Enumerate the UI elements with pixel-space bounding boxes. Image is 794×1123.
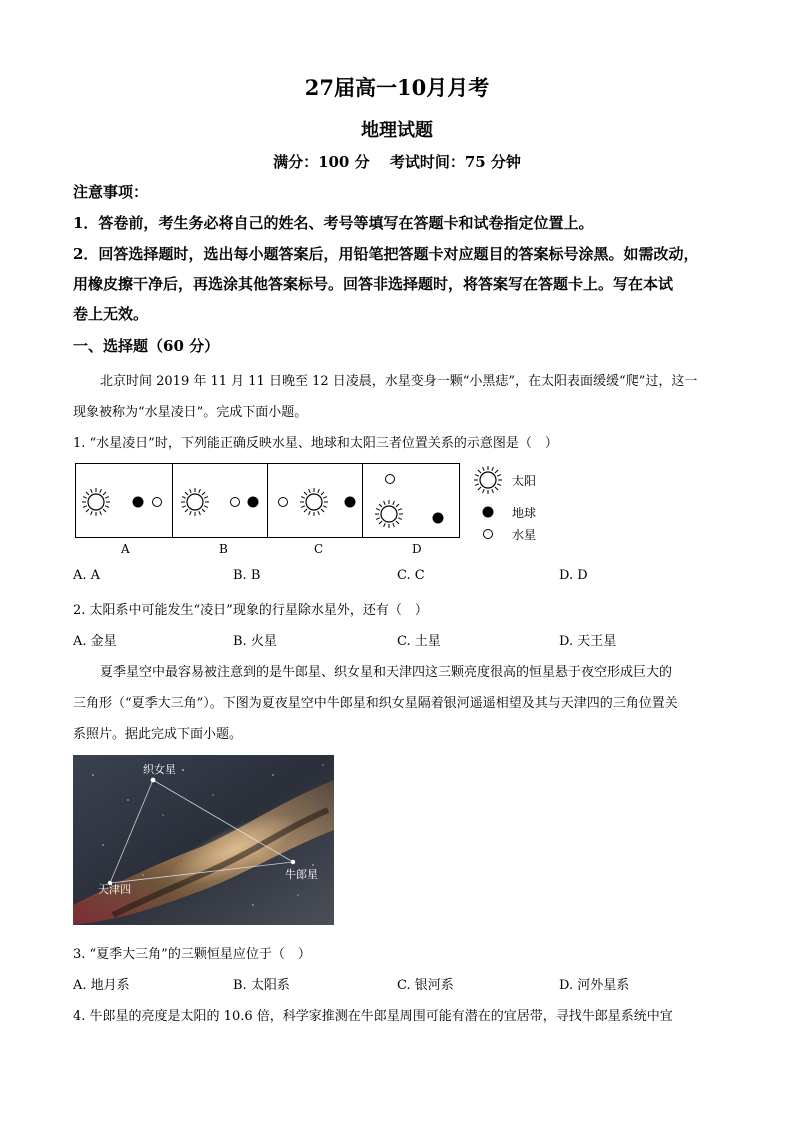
notes-heading: 注意事项： bbox=[73, 183, 149, 201]
passage-2-line-1: 夏季星空中最容易被注意到的是牛郎星、织女星和天津四这三颗亮度很高的恒星悬于夜空形成巨大的 bbox=[100, 665, 673, 680]
diagram-cell-a bbox=[76, 464, 173, 537]
q1-option-c: C. C bbox=[397, 568, 425, 583]
q1-option-b: B. B bbox=[233, 568, 261, 583]
vega-star-icon bbox=[151, 778, 156, 783]
diagram-label-b: B bbox=[219, 542, 228, 556]
earth-icon bbox=[345, 497, 356, 508]
legend-earth-label: 地球 bbox=[512, 506, 537, 520]
diagram-cell-d bbox=[363, 464, 459, 537]
deneb-label: 天津四 bbox=[98, 883, 131, 896]
question-2-stem: 2. 太阳系中可能发生“凌日”现象的行星除水星外，还有（ ） bbox=[73, 603, 428, 618]
section-heading: 一、选择题（60 分） bbox=[73, 337, 220, 355]
q3-option-a: A. 地月系 bbox=[73, 978, 130, 993]
exam-meta: 满分：100 分 考试时间：75 分钟 bbox=[273, 153, 521, 171]
legend-sun-label: 太阳 bbox=[512, 474, 537, 488]
diagram-legend bbox=[472, 463, 562, 548]
diagram-cell-b bbox=[173, 464, 268, 537]
earth-icon bbox=[248, 497, 259, 508]
altair-star-icon bbox=[291, 860, 295, 864]
mercury-icon bbox=[153, 498, 162, 507]
diagram-label-d: D bbox=[412, 542, 422, 556]
subject-title: 地理试题 bbox=[361, 120, 433, 141]
q3-option-c: C. 银河系 bbox=[397, 978, 454, 993]
earth-icon bbox=[433, 513, 444, 524]
mercury-icon bbox=[231, 498, 240, 507]
sun-icon bbox=[300, 488, 328, 516]
diagram-label-a: A bbox=[121, 542, 130, 556]
diagram-cell-c bbox=[268, 464, 363, 537]
q2-option-b: B. 火星 bbox=[233, 634, 277, 649]
mercury-icon bbox=[386, 475, 395, 484]
passage-2-line-3: 系照片。据此完成下面小题。 bbox=[73, 727, 243, 742]
summer-triangle-photo bbox=[73, 755, 334, 925]
passage-1-line-1: 北京时间 2019 年 11 月 11 日晚至 12 日凌晨，水星变身一颗“小黑痣”，在太阳表面缓缓“爬”过，这一 bbox=[100, 374, 698, 389]
sun-icon bbox=[82, 488, 110, 516]
q2-option-a: A. 金星 bbox=[73, 634, 117, 649]
earth-icon bbox=[483, 507, 494, 518]
question-1-stem: 1. “水星凌日”时，下列能正确反映水星、地球和太阳三者位置关系的示意图是（ ） bbox=[73, 436, 558, 451]
diagram-label-c: C bbox=[314, 542, 324, 556]
q1-diagram bbox=[75, 463, 460, 538]
q2-option-c: C. 土星 bbox=[397, 634, 441, 649]
mercury-icon bbox=[279, 498, 288, 507]
q3-option-d: D. 河外星系 bbox=[559, 978, 630, 993]
q1-option-d: D. D bbox=[559, 568, 588, 583]
sun-icon bbox=[375, 500, 403, 528]
earth-icon bbox=[133, 497, 144, 508]
mercury-icon bbox=[484, 530, 493, 539]
note-item-2-line-3: 卷上无效。 bbox=[73, 305, 149, 323]
note-item-1: 1．答卷前，考生务必将自己的姓名、考号等填写在答题卡和试卷指定位置上。 bbox=[73, 214, 594, 232]
passage-2-line-2: 三角形（“夏季大三角”）。下图为夏夜星空中牛郎星和织女星隔着银河遥遥相望及其与天津四的三角位置关 bbox=[73, 696, 678, 711]
altair-label: 牛郎星 bbox=[285, 868, 318, 881]
q2-option-d: D. 天王星 bbox=[559, 634, 617, 649]
q3-option-b: B. 太阳系 bbox=[233, 978, 290, 993]
legend-mercury-label: 水星 bbox=[512, 528, 537, 542]
exam-title: 27届高一10月月考 bbox=[304, 75, 490, 100]
note-item-2-line-2: 用橡皮擦干净后，再选涂其他答案标号。回答非选择题时，将答案写在答题卡上。写在本试 bbox=[73, 275, 674, 293]
sun-icon bbox=[181, 488, 209, 516]
q1-option-a: A. A bbox=[73, 568, 101, 583]
sun-icon bbox=[474, 466, 502, 494]
question-3-stem: 3. “夏季大三角”的三颗恒星应位于（ ） bbox=[73, 947, 311, 962]
passage-1-line-2: 现象被称为“水星凌日”。完成下面小题。 bbox=[73, 405, 308, 420]
note-item-2-line-1: 2．回答选择题时，选出每小题答案后，用铅笔把答题卡对应题目的答案标号涂黑。如需改动， bbox=[73, 245, 699, 263]
question-4-stem: 4. 牛郎星的亮度是太阳的 10.6 倍，科学家推测在牛郎星周围可能有潜在的宜居带，寻找牛郎星系统中宜 bbox=[73, 1009, 673, 1024]
vega-label: 织女星 bbox=[143, 763, 176, 776]
